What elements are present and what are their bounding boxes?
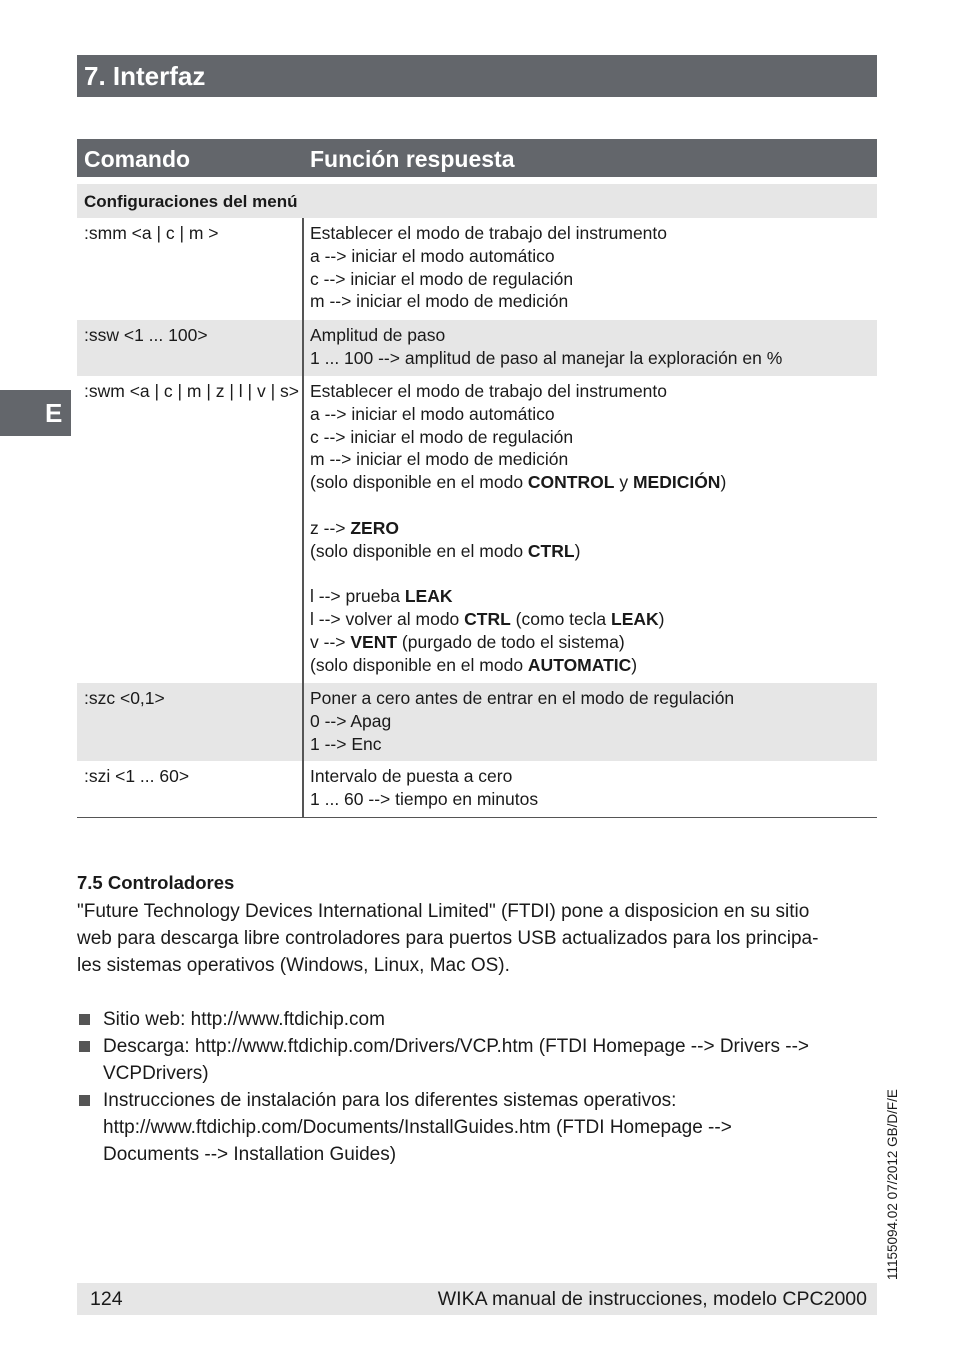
- paragraph: [77, 898, 877, 979]
- column-divider: [302, 218, 304, 817]
- function-line: Establecer el modo de trabajo del instrumento: [310, 223, 668, 243]
- function-line: l --> prueba LEAK: [310, 586, 453, 607]
- paragraph-line: les sistemas operativos (Windows, Linux, Mac OS).: [77, 955, 510, 976]
- function-line: 1 ... 100 --> amplitud de paso al manejar la exploración en %: [310, 347, 783, 368]
- command-cell: :ssw <1 ... 100>: [84, 325, 208, 345]
- function-line: c --> iniciar el modo de regulación: [310, 268, 574, 289]
- function-line: 1 --> Enc: [310, 733, 382, 754]
- function-line: (solo disponible en el modo AUTOMATIC): [310, 654, 638, 675]
- function-cell: [310, 687, 734, 755]
- footer-text: WIKA manual de instrucciones, modelo CPC2000: [437, 1288, 867, 1310]
- table-bottom-rule: [77, 817, 877, 818]
- paragraph-line: web para descarga libre controladores para puertos USB actualizados para los principa-: [77, 928, 819, 949]
- table-row: [77, 218, 877, 320]
- function-line: a --> iniciar el modo automático: [310, 245, 555, 266]
- command-cell: :smm <a | c | m >: [84, 223, 219, 243]
- list-item: [77, 1087, 877, 1168]
- table-row: [77, 320, 877, 376]
- list-item: [77, 1033, 877, 1087]
- function-cell: [310, 222, 667, 313]
- language-tab: E: [0, 390, 71, 436]
- function-line: (solo disponible en el modo CONTROL y MEDICIÓN): [310, 472, 727, 493]
- header-function: Función respuesta: [310, 146, 515, 172]
- command-cell: :szi <1 ... 60>: [84, 766, 190, 786]
- section-title: 7. Interfaz: [77, 55, 877, 97]
- function-line: l --> volver al modo CTRL (como tecla LEAK): [310, 608, 665, 629]
- function-cell: [310, 324, 782, 370]
- table-row: [77, 761, 877, 817]
- table-row: [77, 376, 877, 683]
- bullet-square-icon: [79, 1014, 90, 1025]
- function-line: v --> VENT (purgado de todo el sistema): [310, 631, 625, 652]
- table-group-row: Configuraciones del menú: [77, 184, 877, 218]
- list-item-text: VCPDrivers): [103, 1063, 209, 1084]
- function-line: Intervalo de puesta a cero: [310, 766, 513, 786]
- bullet-square-icon: [79, 1095, 90, 1106]
- list-item-text: Documents --> Installation Guides): [103, 1144, 397, 1165]
- list-item-text: Descarga: http://www.ftdichip.com/Drivers/VCP.htm (FTDI Homepage --> Drivers -->: [103, 1036, 810, 1057]
- command-cell: :swm <a | c | m | z | l | v | s>: [84, 381, 299, 401]
- list-item-text: http://www.ftdichip.com/Documents/InstallGuides.htm (FTDI Homepage -->: [103, 1117, 732, 1138]
- command-cell: :szc <0,1>: [84, 688, 165, 708]
- function-line: Amplitud de paso: [310, 325, 446, 345]
- list-item-text: Instrucciones de instalación para los diferentes sistemas operativos:: [103, 1090, 677, 1111]
- function-cell: [310, 380, 726, 676]
- function-line: m --> iniciar el modo de medición: [310, 291, 569, 312]
- table-header: [77, 139, 877, 177]
- paragraph-line: "Future Technology Devices International Limited" (FTDI) pone a disposicion en su sitio: [77, 901, 810, 922]
- list-item: [77, 1006, 877, 1033]
- function-line: 1 ... 60 --> tiempo en minutos: [310, 788, 539, 809]
- function-line: c --> iniciar el modo de regulación: [310, 426, 574, 447]
- page-footer: [77, 1283, 877, 1315]
- header-command: Comando: [84, 146, 191, 172]
- page-number: 124: [90, 1288, 123, 1310]
- function-line: a --> iniciar el modo automático: [310, 403, 555, 424]
- section-subtitle: 7.5 Controladores: [77, 872, 235, 893]
- list-item-text: Sitio web: http://www.ftdichip.com: [103, 1009, 385, 1030]
- function-line: (solo disponible en el modo CTRL): [310, 540, 581, 561]
- function-line: Establecer el modo de trabajo del instrumento: [310, 381, 668, 401]
- function-line: Poner a cero antes de entrar en el modo de regulación: [310, 688, 735, 708]
- bullet-list: [77, 1006, 877, 1168]
- table-row: [77, 683, 877, 761]
- function-line: 0 --> Apag: [310, 710, 392, 731]
- function-cell: [310, 765, 538, 811]
- function-line: m --> iniciar el modo de medición: [310, 449, 569, 470]
- function-line: z --> ZERO: [310, 517, 399, 538]
- bullet-square-icon: [79, 1041, 90, 1052]
- document-code: 11155094.02 07/2012 GB/D/F/E: [885, 1089, 900, 1280]
